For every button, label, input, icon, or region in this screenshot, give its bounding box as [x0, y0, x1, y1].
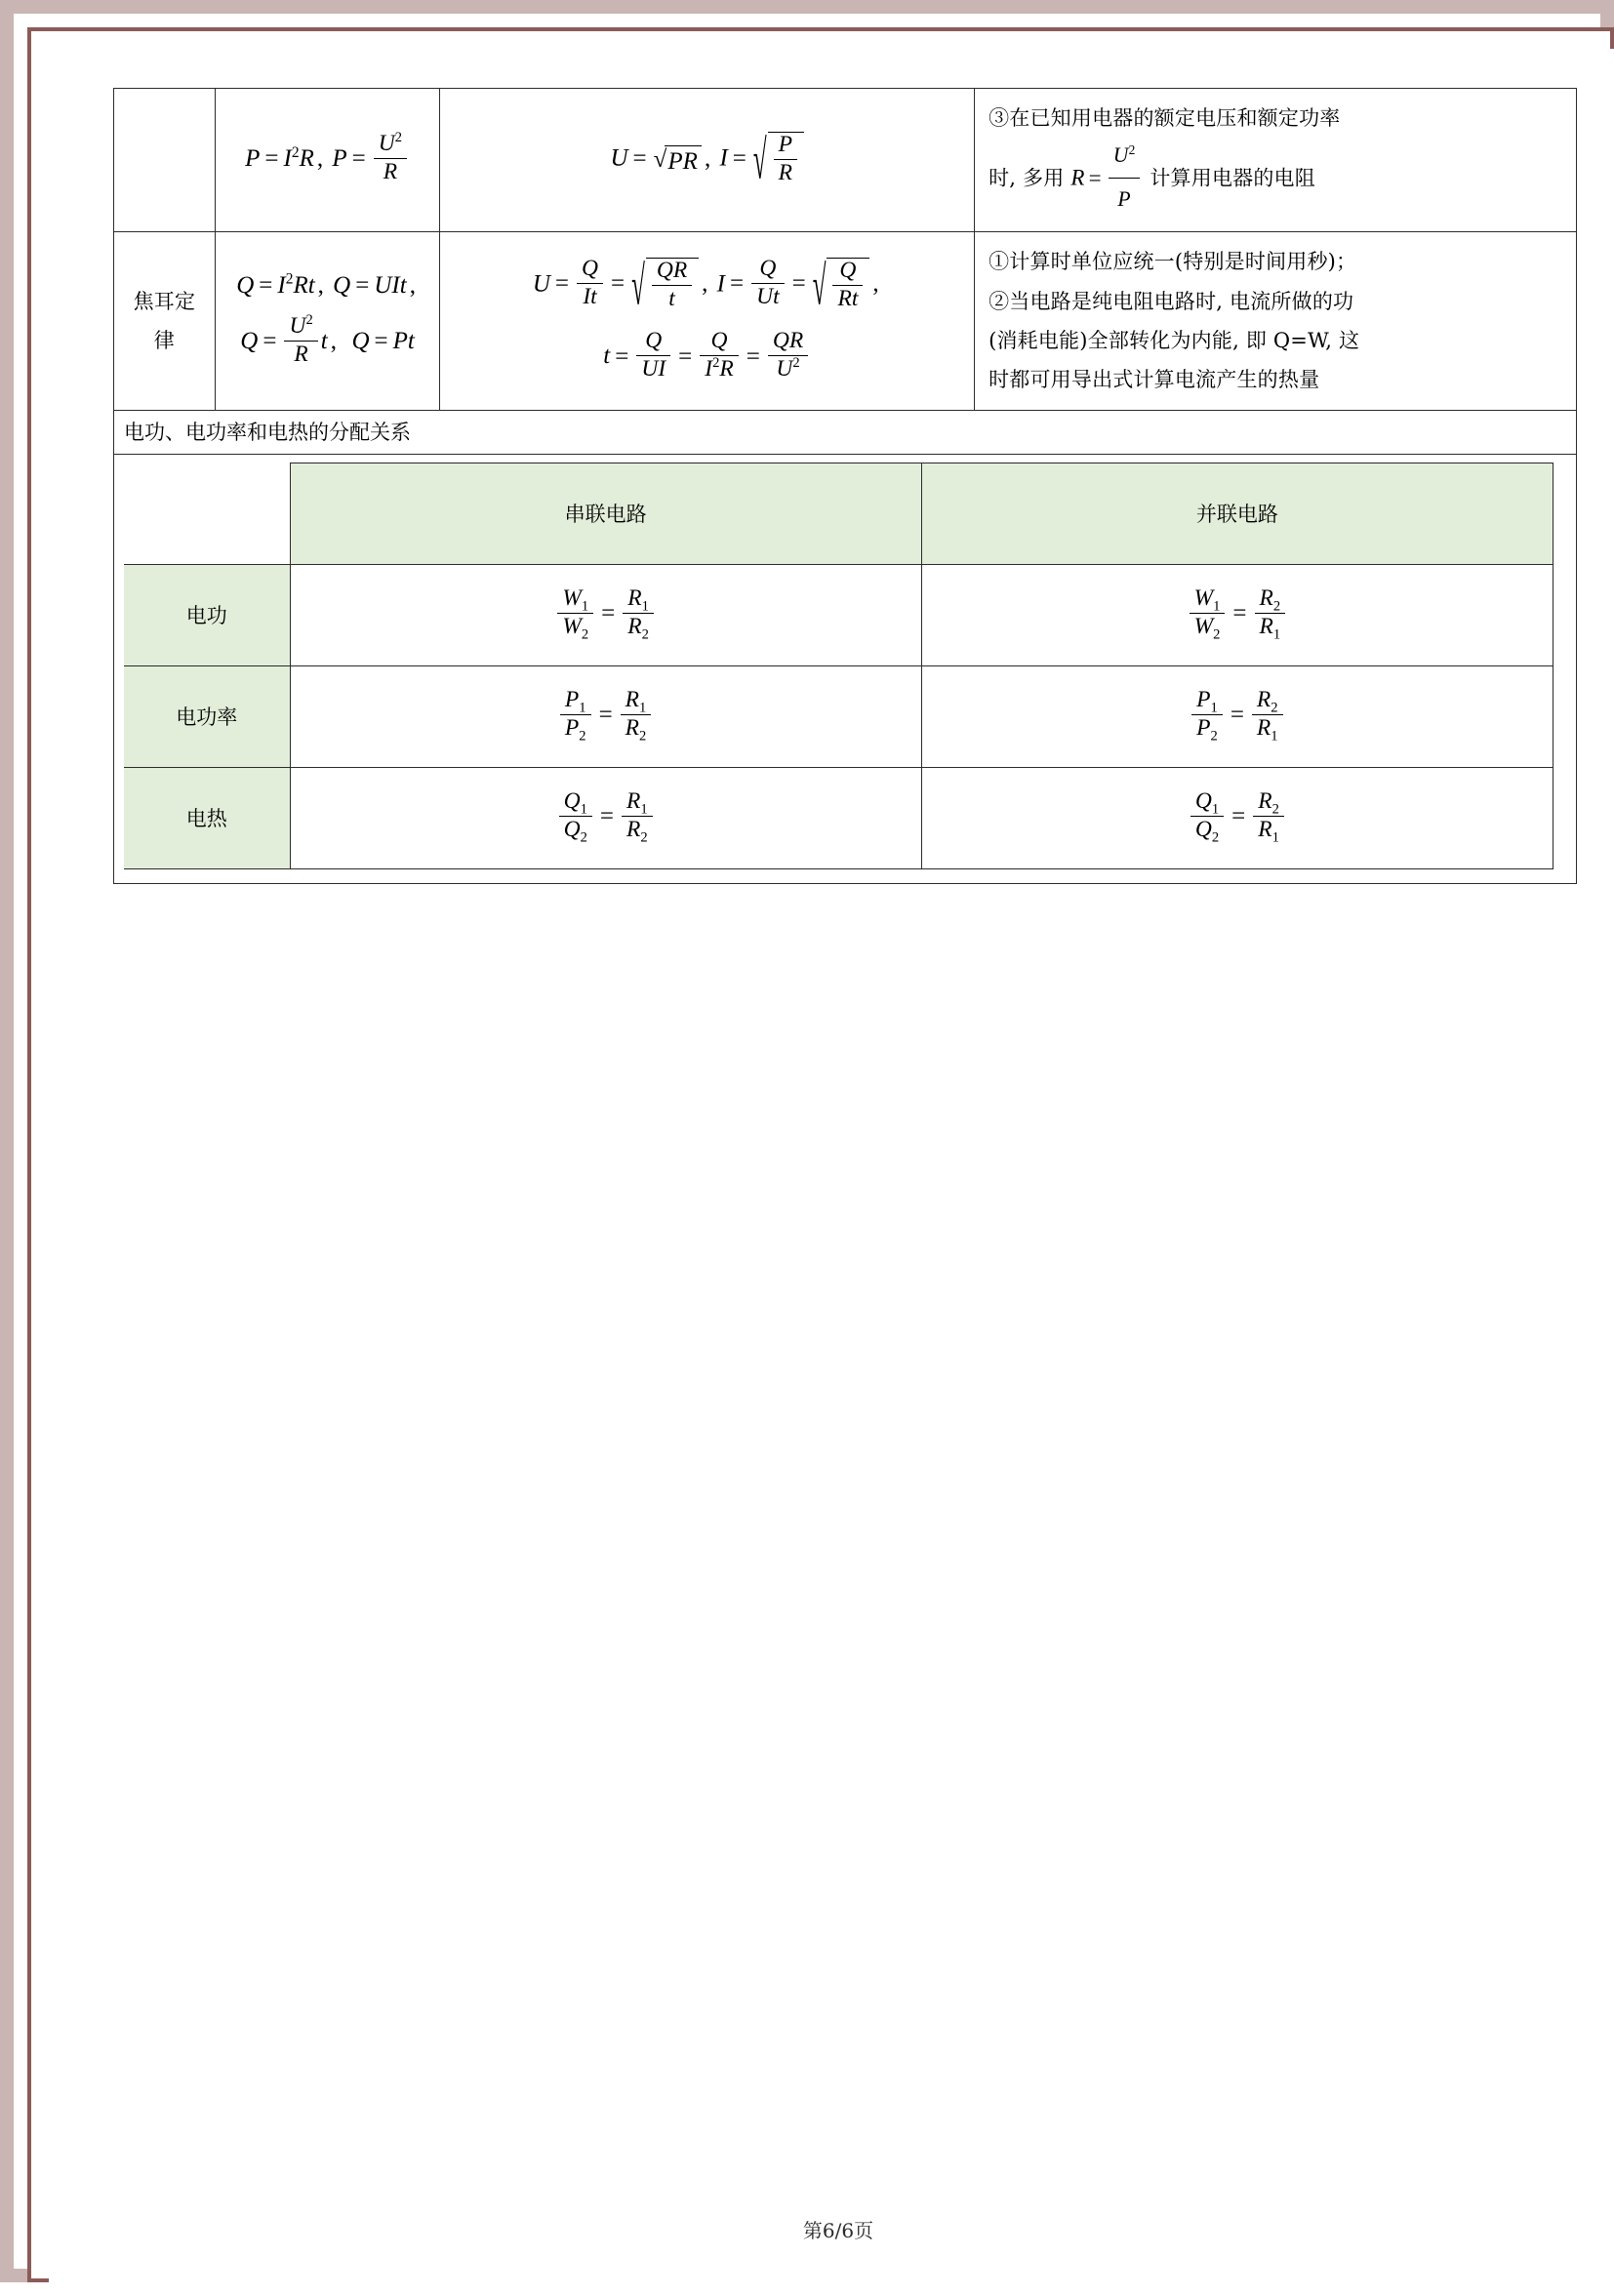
sym-I6: I: [716, 270, 725, 298]
sqrt-PR: [652, 145, 702, 176]
sym-W1: W: [1193, 584, 1214, 611]
idx-2b: 2: [640, 829, 648, 846]
table-row: [124, 564, 1553, 665]
derived-formula-cell-power: [440, 89, 975, 232]
sym-R7: R: [293, 271, 308, 299]
sym-comma3: ,: [317, 271, 324, 299]
table-row: [114, 232, 1577, 410]
exp-2g: 2: [792, 355, 800, 372]
sym-I: I: [283, 144, 292, 172]
sym-I3: I: [277, 271, 286, 299]
radical-icon: √: [631, 257, 645, 317]
column-header-series: 串联电路: [290, 463, 921, 564]
sym-P2: P: [1196, 714, 1211, 741]
sym-t3: t: [320, 328, 328, 355]
sym-t9: t: [603, 342, 611, 370]
idx-1c: 1: [1271, 728, 1278, 745]
sym-U3: U: [1112, 143, 1129, 168]
inline-formula-R-eq-U2-over-P: [1070, 138, 1143, 222]
radical-icon: √: [752, 132, 767, 192]
exp-2d: 2: [285, 270, 294, 288]
formula-power-basic: [225, 125, 430, 196]
sym-R5: R: [778, 160, 792, 186]
row-label-electric-work: 电功: [124, 564, 290, 665]
sym-U: U: [378, 130, 395, 156]
sym-eq: =: [1231, 802, 1246, 829]
sym-R: R: [1256, 686, 1271, 712]
table-row: [124, 767, 1553, 868]
sym-P6: P: [392, 328, 408, 355]
sym-R3: R: [383, 158, 398, 184]
column-header-parallel: 并联电路: [921, 463, 1553, 564]
page-body: [49, 49, 1614, 2296]
sym-P4: P: [774, 133, 797, 160]
sym-comma2: ,: [704, 144, 711, 172]
sym-P1: P: [1196, 686, 1211, 712]
sym-comma4: ,: [409, 271, 416, 299]
sym-R: R: [625, 816, 641, 842]
idx-1c: 1: [1271, 829, 1279, 846]
sym-eq: =: [264, 144, 279, 172]
note-line-1: ③在已知用电器的额定电压和额定功率: [989, 106, 1341, 130]
sym-Q1: Q: [1194, 787, 1212, 814]
sym-W2: W: [1193, 613, 1214, 639]
formula-joule-derived-2: [450, 322, 964, 393]
section-caption: 电功、电功率和电热的分配关系: [124, 420, 411, 444]
sym-I5: I: [583, 284, 591, 310]
note-line-4: 时都可用导出式计算电流产生的热量: [989, 368, 1320, 392]
sym-U9: U: [776, 356, 793, 383]
sym-eq: =: [599, 802, 614, 829]
table-header-row: [124, 463, 1553, 564]
sym-Q2: Q: [333, 271, 351, 299]
sym-R: R: [625, 787, 641, 814]
sym-R11: R: [719, 356, 734, 383]
fraction-U2-over-R: [374, 132, 407, 185]
idx-1: 1: [1213, 598, 1221, 615]
sym-R: R: [1259, 584, 1273, 611]
ratio-parallel-electric-work: [921, 564, 1553, 665]
sym-R: R: [627, 613, 642, 639]
sym-U5: U: [289, 313, 306, 340]
fraction-U2-over-R-2: [284, 314, 317, 368]
sym-R: R: [627, 584, 642, 611]
sqrt-QR-over-t: [629, 257, 699, 317]
sym-P2: P: [564, 714, 580, 741]
idx-1b: 1: [641, 598, 649, 615]
sqrt-Q-over-Rt: [811, 257, 870, 317]
exp-2f: 2: [712, 355, 720, 372]
sym-Q11: Q: [772, 328, 789, 354]
exp-2e: 2: [305, 312, 313, 329]
sym-Q1: Q: [563, 787, 581, 814]
sym-eq15: =: [678, 342, 693, 370]
sym-R10: R: [837, 285, 852, 311]
page-footer: [49, 2215, 1614, 2243]
sym-eq13: =: [791, 270, 806, 298]
sym-I8: I: [705, 356, 713, 383]
row-label-electric-power: 电功率: [124, 665, 290, 767]
section-caption-container: [113, 411, 1577, 455]
sym-W2: W: [562, 613, 582, 639]
row-label-joule-line1: 焦耳定: [133, 289, 196, 313]
sym-U8: U: [641, 356, 659, 383]
notes-cell-joule: [975, 232, 1577, 410]
sym-R6: R: [1070, 165, 1085, 190]
sym-R: R: [1258, 787, 1272, 814]
idx-2: 2: [581, 626, 589, 643]
formula-table: [113, 88, 1577, 411]
idx-2: 2: [1211, 829, 1220, 846]
idx-1: 1: [1211, 801, 1220, 818]
sym-eq14: =: [615, 342, 629, 370]
sym-Q3: Q: [240, 328, 259, 355]
note-line-2: [989, 138, 1562, 222]
radical-icon: √: [812, 257, 827, 317]
idx-2: 2: [1210, 728, 1218, 745]
sym-comma7: ,: [872, 270, 879, 298]
idx-1: 1: [579, 700, 586, 716]
idx-2: 2: [580, 829, 587, 846]
idx-1c: 1: [1272, 626, 1281, 643]
sym-comma5: ,: [330, 328, 337, 355]
sym-R4: R: [682, 147, 698, 175]
sym-R9: R: [672, 257, 688, 283]
sym-Q5: Q: [577, 257, 603, 284]
row-label-joule: [124, 282, 205, 361]
sym-I4: I: [391, 271, 400, 299]
note-line-1: ①计算时单位应统一(特别是时间用秒)；: [989, 250, 1357, 274]
sym-eq6: =: [259, 271, 273, 299]
sym-Q7: Q: [751, 257, 785, 284]
ratio-series-electric-power: [290, 665, 921, 767]
formula-joule-basic-1: [225, 263, 430, 308]
table-row: [124, 665, 1553, 767]
sym-R: R: [625, 686, 640, 712]
sym-U7: U: [756, 284, 774, 310]
idx-1: 1: [581, 598, 589, 615]
sym-Q6: Q: [656, 257, 673, 283]
sym-P5: P: [1117, 187, 1131, 211]
formula-joule-derived-1: [450, 249, 964, 323]
ratio-table: [124, 463, 1553, 869]
sym-comma6: ,: [702, 270, 708, 298]
idx-1b: 1: [640, 801, 648, 818]
idx-2: 2: [579, 728, 586, 745]
formula-power-derived: [450, 123, 964, 197]
ratio-table-container: [113, 455, 1577, 884]
sym-P2: P: [332, 144, 347, 172]
sym-eq9: =: [374, 328, 388, 355]
idx-2: 2: [1213, 626, 1221, 643]
idx-2c: 2: [1271, 700, 1278, 716]
exp-2b: 2: [394, 130, 403, 145]
sym-R8: R: [294, 342, 308, 368]
row-label-electric-heat: 电热: [124, 767, 290, 868]
page-number-label: 第6/6页: [802, 2219, 874, 2242]
sym-eq4: =: [732, 144, 746, 172]
sym-t6: t: [668, 285, 675, 311]
idx-2c: 2: [1271, 801, 1279, 818]
ratio-parallel-electric-heat: [921, 767, 1553, 868]
formula-joule-basic-2: [225, 307, 430, 379]
sym-eq12: =: [730, 270, 745, 298]
derived-formula-cell-joule: [440, 232, 975, 410]
sym-t4: t: [407, 328, 415, 355]
note-line-3: (消耗电能)全部转化为内能, 即 Q=W, 这: [989, 328, 1360, 352]
sym-t: t: [307, 271, 315, 299]
sym-t5: t: [590, 284, 597, 310]
note-block: [989, 99, 1562, 222]
ratio-series-electric-heat: [290, 767, 921, 868]
sym-eq10: =: [554, 270, 569, 298]
sym-eq: =: [1232, 599, 1247, 626]
sym-t8: t: [851, 285, 859, 311]
radical-icon: √: [653, 146, 667, 174]
sqrt-P-over-R: [751, 132, 804, 192]
sym-t2: t: [399, 271, 407, 299]
sym-Q4: Q: [351, 328, 370, 355]
sym-R: R: [625, 714, 640, 741]
sym-R12: R: [788, 328, 804, 354]
sym-Q2: Q: [563, 816, 581, 842]
sym-W1: W: [562, 584, 582, 611]
note-suffix: 计算用电器的电阻: [1150, 166, 1315, 190]
note-prefix: 时, 多用: [989, 166, 1065, 190]
sym-I2: I: [719, 144, 728, 172]
sym-P: P: [245, 144, 261, 172]
table-row: [114, 89, 1577, 232]
sym-R: R: [1259, 613, 1273, 639]
row-label-joule-line2: 律: [153, 328, 175, 352]
idx-1: 1: [580, 801, 587, 818]
basic-formula-cell-joule: [215, 232, 440, 410]
row-label-cell: [114, 89, 216, 232]
sym-P1: P: [564, 686, 580, 712]
sym-eq5: =: [1088, 165, 1102, 190]
notes-cell-power: [975, 89, 1577, 232]
idx-2b: 2: [641, 626, 649, 643]
sym-comma: ,: [316, 144, 324, 172]
sym-eq7: =: [355, 271, 370, 299]
sym-Q8: Q: [832, 259, 863, 286]
corner-cell: [124, 463, 290, 564]
note-block-joule: [989, 242, 1562, 399]
sym-eq11: =: [610, 270, 625, 298]
ratio-parallel-electric-power: [921, 665, 1553, 767]
sym-U4: U: [374, 271, 392, 299]
sym-Q9: Q: [636, 329, 670, 356]
sym-U2: U: [610, 144, 628, 172]
note-line-2: ②当电路是纯电阻电路时, 电流所做的功: [989, 289, 1354, 313]
sym-eq8: =: [262, 328, 277, 355]
idx-2b: 2: [639, 728, 647, 745]
sym-eq16: =: [746, 342, 760, 370]
sym-t7: t: [773, 284, 780, 310]
sym-eq3: =: [632, 144, 647, 172]
exp-2c: 2: [1128, 142, 1136, 158]
page-inner-border: [27, 27, 1614, 2282]
ratio-series-electric-work: [290, 564, 921, 665]
idx-1b: 1: [639, 700, 647, 716]
sym-P3: P: [667, 147, 683, 175]
sym-eq: =: [598, 701, 613, 728]
sym-U6: U: [532, 270, 550, 298]
sym-Q10: Q: [700, 329, 738, 356]
sym-eq2: =: [351, 144, 366, 172]
basic-formula-cell-power: [215, 89, 440, 232]
exp-2: 2: [291, 143, 300, 161]
sym-I7: I: [658, 356, 666, 383]
sym-R: R: [1256, 714, 1271, 741]
sym-Q: Q: [236, 271, 255, 299]
idx-2c: 2: [1272, 598, 1281, 615]
sym-R: R: [1258, 816, 1272, 842]
row-label-cell-joule: [114, 232, 216, 410]
sym-eq: =: [1230, 701, 1244, 728]
idx-1: 1: [1210, 700, 1218, 716]
document-content: [113, 88, 1577, 884]
sym-R: R: [299, 144, 314, 172]
sym-eq: =: [601, 599, 616, 626]
sym-Q2: Q: [1194, 816, 1212, 842]
